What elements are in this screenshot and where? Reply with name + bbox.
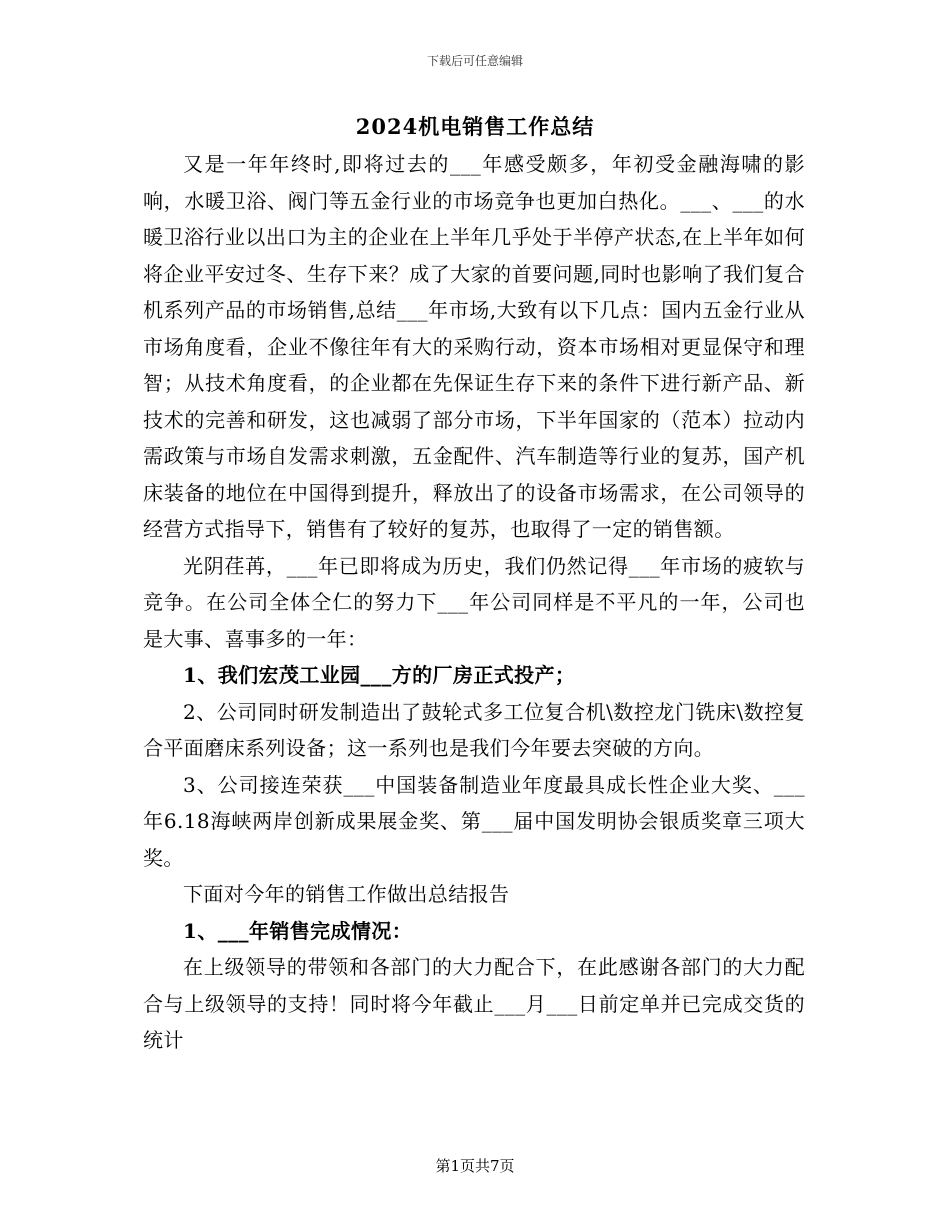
paragraph-sales: 在上级领导的带领和各部门的大力配合下，在此感谢各部门的大力配合与上级领导的支持！同时将今年截止___月___日前定单并已完成交货的统计 (143, 955, 805, 1052)
paragraph-item-3: 3、公司接连荣获___中国装备制造业年度最具成长性企业大奖、___年6.18海峡两岸创新成果展金奖、第___届中国发明协会银质奖章三项大奖。 (143, 772, 805, 870)
paragraph-review: 光阴荏苒，___年已即将成为历史，我们仍然记得___年市场的疲软与竞争。在公司全体仝仁的努力下___年公司同样是不平凡的一年，公司也是大事、喜事多的一年： (143, 553, 805, 651)
section-heading-sales: 1、___年销售完成情况： (183, 918, 413, 943)
paragraph-item-2: 2、公司同时研发制造出了鼓轮式多工位复合机\数控龙门铣床\数控复合平面磨床系列设备；这一系列也是我们今年要去突破的方向。 (143, 699, 805, 760)
document-title: 2024机电销售工作总结 (355, 114, 595, 139)
page-footer: 第1页共7页 (435, 1157, 515, 1175)
paragraph-item-1: 1、我们宏茂工业园___方的厂房正式投产； (183, 663, 576, 687)
paragraph-intro: 又是一年年终时,即将过去的___年感受颇多，年初受金融海啸的影响，水暖卫浴、阀门等五金行业的市场竞争也更加白热化。___、___的水暖卫浴行业以出口为主的企业在上半年几乎处于半停产状态,在上半年如何将企业平安过冬、生存下来？成了大家的首要问题,同时也影响了我们复合机系列产品的市场销售,总结___年市场,大致有以下几点：国内五金行业从市场角度看，企业不像往年有大的采购行动，资本市场相对更显保守和理智；从技术角度看，的企业都在先保证生存下来的条件下进行新产品、新技术的完善和研发，这也减弱了部分市场，下半年国家的（范本）拉动内需政策与市场自发需求刺激，五金配件、汽车制造等行业的复苏，国产机床装备的地位在中国得到提升，释放出了的设备市场需求，在公司领导的经营方式指导下，销售有了较好的复苏，也取得了一定的销售额。 (143, 152, 805, 541)
page-header: 下载后可任意编辑 (426, 54, 523, 68)
paragraph-report-intro: 下面对今年的销售工作做出总结报告 (183, 882, 510, 906)
document-body (143, 146, 805, 1059)
